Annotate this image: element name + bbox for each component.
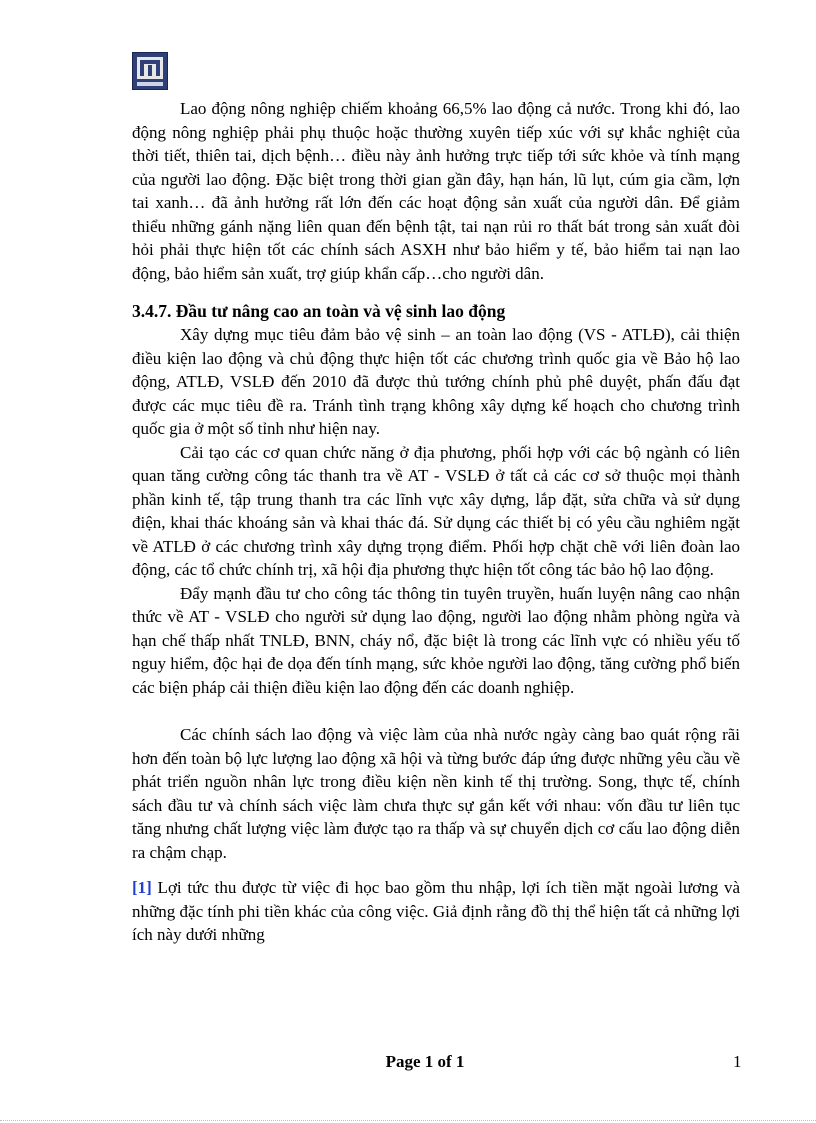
page-separator <box>0 1120 816 1121</box>
paragraph-goals: Xây dựng mục tiêu đảm bảo vệ sinh – an toàn lao động (VS - ATLĐ), cải thiện điều kiện lao động và chủ động thực hiện tốt các chương trình quốc gia về Bảo hộ lao động, ATLĐ, VSLĐ đến 2010 đã được thủ tướng chính phủ phê duyệt, phấn đấu đạt được các mục tiêu đề ra. Tránh tình trạng không xây dựng kế hoạch cho chương trình quốc gia ở một số tỉnh như hiện nay. <box>132 325 740 438</box>
footnote-ref-link[interactable]: [1] <box>132 878 152 897</box>
footnote-text: Lợi tức thu được từ việc đi học bao gồm thu nhập, lợi ích tiền mặt ngoài lương và những đặc tính phi tiền khác của công việc. Giả định rằng đồ thị thể hiện tất cả những lợi ích này dưới những <box>132 878 740 944</box>
page-count-label: Page 1 of 1 <box>385 1052 465 1071</box>
paragraph-agriculture: Lao động nông nghiệp chiếm khoảng 66,5% lao động cả nước. Trong khi đó, lao động nông nghiệp phải phụ thuộc hoặc thường xuyên tiếp xúc với sự khắc nghiệt của thời tiết, thiên tai, dịch bệnh… điều này ảnh hưởng trực tiếp tới sức khỏe và tính mạng của người lao động. Đặc biệt trong thời gian gần đây, hạn hán, lũ lụt, cúm gia cầm, lợn tai xanh… đã ảnh hưởng rất lớn đến các hoạt động sản xuất của người dân. Để giảm thiểu những gánh nặng liên quan đến bệnh tật, tai nạn rủi ro thất bát trong sản xuất đòi hỏi phải thực hiện tốt các chính sách ASXH như bảo hiểm y tế, bảo hiểm tai nạn lao động, bảo hiểm sản xuất, trợ giúp khẩn cấp…cho người dân. <box>132 99 740 283</box>
paragraph-communication: Đẩy mạnh đầu tư cho công tác thông tin tuyên truyền, huấn luyện nâng cao nhận thức về AT - VSLĐ cho người sử dụng lao động, người lao động nhằm phòng ngừa và hạn chế thấp nhất TNLĐ, BNN, cháy nổ, đặc biệt là trong các lĩnh vực có nhiều yếu tố nguy hiểm, độc hại đe dọa đến tính mạng, sức khỏe người lao động, tăng cường phổ biến các biện pháp cải thiện điều kiện lao động đến các doanh nghiệp. <box>132 583 740 697</box>
document-logo-icon <box>132 52 168 90</box>
page-number: 1 <box>733 1052 742 1071</box>
document-body <box>132 97 740 947</box>
section-heading: 3.4.7. Đầu tư nâng cao an toàn và vệ sinh lao động <box>132 301 506 321</box>
paragraph-inspection: Cải tạo các cơ quan chức năng ở địa phương, phối hợp với các bộ ngành có liên quan tăng cường công tác thanh tra về AT - VSLĐ ở tất cả các cơ sở thuộc mọi thành phần kinh tế, tập trung thanh tra các lĩnh vực xây dựng, lắp đặt, sửa chữa và sử dụng điện, khai thác khoáng sản và khai thác đá. Sử dụng các thiết bị có yêu cầu nghiêm ngặt về ATLĐ ở các chương trình xây dựng trọng điểm. Phối hợp chặt chẽ với liên đoàn lao động, các tổ chức chính trị, xã hội địa phương thực hiện tốt công tác bảo hộ lao động. <box>132 442 740 579</box>
footnote <box>132 876 740 947</box>
paragraph-conclusion: Các chính sách lao động và việc làm của nhà nước ngày càng bao quát rộng rãi hơn đến toàn bộ lực lượng lao động xã hội và từng bước đáp ứng được những yêu cầu về phát triển nguồn nhân lực trong điều kiện nền kinh tế thị trường. Song, thực tế, chính sách đầu tư và chính sách việc làm chưa thực sự gắn kết với nhau: vốn đầu tư liên tục tăng nhưng chất lượng việc làm được tạo ra thấp và sự chuyển dịch cơ cấu lao động diễn ra chậm chạp. <box>132 725 740 862</box>
